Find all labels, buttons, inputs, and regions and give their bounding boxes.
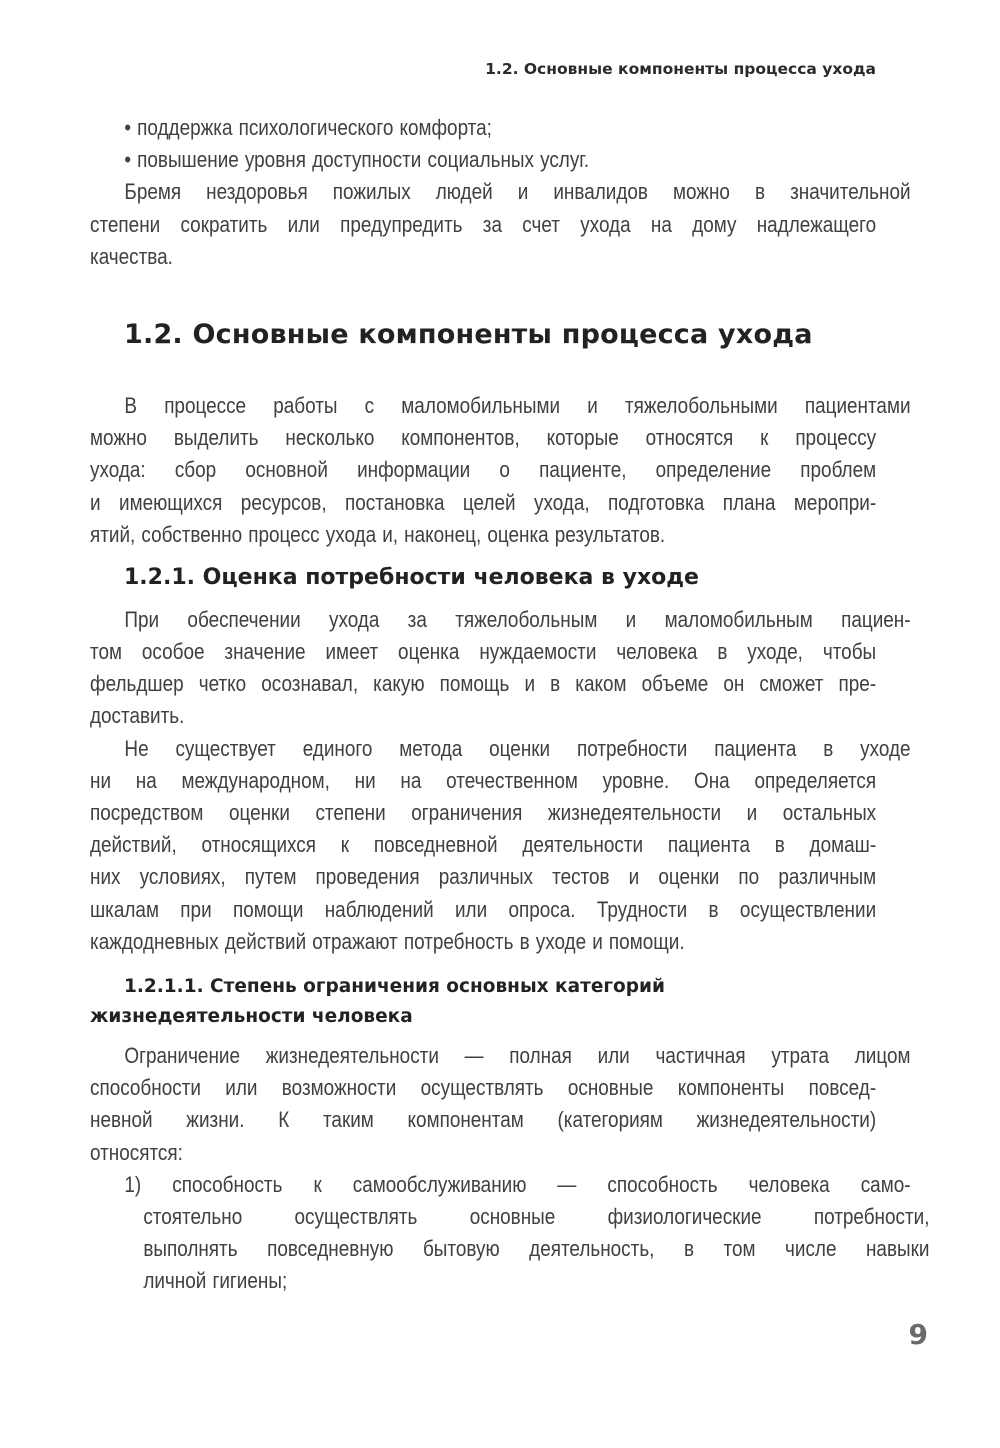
paragraph-line: невной жизни. К таким компонентам (категориям жизнедеятельности) bbox=[90, 1107, 877, 1133]
paragraph-line: действий, относящихся к повседневной деятельности пациента в домаш- bbox=[90, 832, 877, 858]
paragraph-line: каждодневных действий отражают потребность в уходе и помощи. bbox=[90, 928, 685, 954]
paragraph-line: можно выделить несколько компонентов, которые относятся к процессу bbox=[90, 425, 877, 451]
section-paragraph bbox=[90, 390, 911, 551]
subsubsection-paragraph bbox=[90, 1040, 911, 1169]
paragraph-line: степени сократить или предупредить за счет ухода на дому надлежащего bbox=[90, 211, 877, 237]
paragraph-line: ухода: сбор основной информации о пациенте, определение проблем bbox=[90, 457, 877, 483]
paragraph-line: Ограничение жизнедеятельности — полная или частичная утрата лицом bbox=[124, 1042, 911, 1068]
subsection-paragraph-1 bbox=[90, 604, 911, 733]
list-line: стоятельно осуществлять основные физиологические потребности, bbox=[143, 1203, 930, 1229]
paragraph-line: том особое значение имеет оценка нуждаемости человека в уходе, чтобы bbox=[90, 639, 877, 665]
list-line: выполнять повседневную бытовую деятельность, в том числе навыки bbox=[143, 1236, 930, 1262]
list-line: 1) способность к самообслуживанию — способность человека само- bbox=[124, 1171, 911, 1197]
bullet-item: • поддержка психологического комфорта; bbox=[124, 115, 492, 140]
paragraph-line: посредством оценки степени ограничения жизнедеятельности и остальных bbox=[90, 800, 877, 825]
bullet-item: • повышение уровня доступности социальных услуг. bbox=[124, 147, 590, 173]
intro-block bbox=[90, 112, 911, 273]
paragraph-line: них условиях, путем проведения различных тестов и оценки по различным bbox=[90, 864, 877, 890]
list-line: личной гигиены; bbox=[143, 1268, 288, 1294]
paragraph-line: ятий, собственно процесс ухода и, наконец, оценка результатов. bbox=[90, 521, 666, 547]
paragraph-line: Не существует единого метода оценки потребности пациента в уходе bbox=[124, 735, 911, 761]
heading-line: 1.2.1.1. Степень ограничения основных категорий bbox=[124, 975, 665, 997]
paragraph-line: шкалам при помощи наблюдений или опроса. Трудности в осуществлении bbox=[90, 896, 877, 922]
paragraph-line: относятся: bbox=[90, 1139, 183, 1165]
paragraph-line: Бремя нездоровья пожилых людей и инвалидов можно в значительной bbox=[124, 179, 911, 205]
paragraph-line: При обеспечении ухода за тяжелобольным и маломобильным пациен- bbox=[124, 606, 911, 632]
numbered-list-item bbox=[90, 1169, 930, 1298]
section-heading: 1.2. Основные компоненты процесса ухода bbox=[124, 318, 813, 350]
paragraph-line: способности или возможности осуществлять основные компоненты повсед- bbox=[90, 1075, 877, 1101]
subsection-paragraph-2 bbox=[90, 733, 911, 958]
paragraph-line: В процессе работы с маломобильными и тяжелобольными пациентами bbox=[124, 392, 911, 418]
heading-line: жизнедеятельности человека bbox=[90, 1005, 413, 1027]
paragraph-line: и имеющихся ресурсов, постановка целей ухода, подготовка плана меропри- bbox=[90, 489, 877, 515]
paragraph-line: доставить. bbox=[90, 703, 185, 729]
subsubsection-heading bbox=[90, 972, 876, 1032]
page-number: 9 bbox=[908, 1318, 928, 1351]
paragraph-line: качества. bbox=[90, 243, 173, 269]
subsection-heading: 1.2.1. Оценка потребности человека в уходе bbox=[124, 564, 699, 590]
paragraph-line: ни на международном, ни на отечественном уровне. Она определяется bbox=[90, 767, 877, 793]
page-content bbox=[90, 112, 930, 1297]
running-header: 1.2. Основные компоненты процесса ухода bbox=[485, 60, 876, 78]
paragraph-line: фельдшер четко осознавал, какую помощь и в каком объеме он сможет пре- bbox=[90, 671, 877, 697]
